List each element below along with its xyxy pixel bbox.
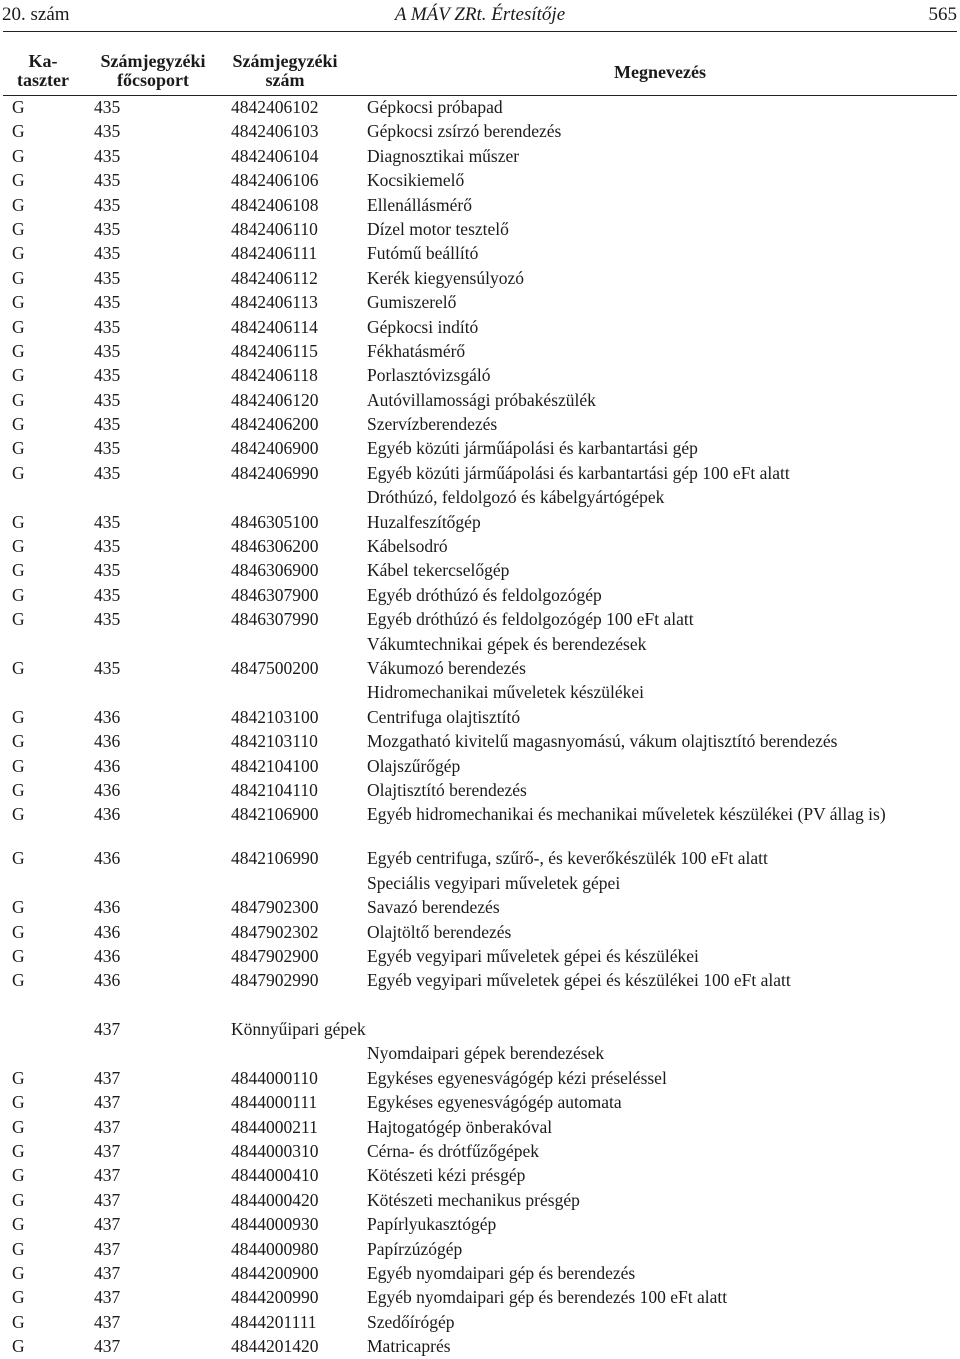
kataszter-cell: G (12, 1067, 25, 1088)
section-heading-row (0, 871, 960, 895)
column-header-kataszter-line1: Ka- (28, 51, 58, 71)
szam-cell: 4844000110 (231, 1067, 318, 1088)
focsoport-cell: 437 (94, 1165, 121, 1186)
szam-cell: 4842406108 (231, 194, 319, 215)
megnevezes-cell: Olajtisztító berendezés (367, 779, 527, 800)
table-row (0, 510, 960, 534)
szam-cell: 4842106990 (231, 848, 319, 869)
kataszter-cell: G (12, 755, 25, 776)
table-row (0, 388, 960, 412)
megnevezes-cell: Kötészeti mechanikus présgép (367, 1189, 580, 1210)
megnevezes-cell: Savazó berendezés (367, 897, 500, 918)
focsoport-cell: 435 (94, 609, 121, 630)
table-row (0, 461, 960, 485)
focsoport-cell: 437 (94, 1141, 121, 1162)
table-row (0, 412, 960, 436)
table-row (0, 802, 960, 846)
table-row (0, 754, 960, 778)
section-heading: Nyomdaipari gépek berendezések (367, 1043, 605, 1064)
column-header-kataszter-line2: taszter (17, 70, 69, 90)
megnevezes-cell: Egyéb közúti járműápolási és karbantartási gép (367, 438, 698, 459)
kataszter-cell: G (12, 1311, 25, 1332)
kataszter-cell: G (12, 511, 25, 532)
kataszter-cell: G (12, 243, 25, 264)
kataszter-cell: G (12, 462, 25, 483)
kataszter-cell: G (12, 218, 25, 239)
szam-cell: 4844000420 (231, 1189, 319, 1210)
kataszter-cell: G (12, 848, 25, 869)
focsoport-cell: 435 (94, 170, 121, 191)
section-heading: Dróthúzó, feldolgozó és kábelgyártógépek (367, 487, 665, 508)
szam-cell: 4844000980 (231, 1238, 319, 1259)
table-row (0, 1261, 960, 1285)
table-row (0, 241, 960, 265)
szam-cell: 4844201111 (231, 1311, 317, 1332)
szam-cell: 4842406102 (231, 97, 319, 117)
kataszter-cell: G (12, 1336, 25, 1357)
szam-cell: 4842406200 (231, 414, 319, 435)
szam-cell: 4842103100 (231, 706, 319, 727)
megnevezes-cell: Egyéb dróthúzó és feldolgozógép 100 eFt alatt (367, 609, 694, 630)
megnevezes-cell: Olajtöltő berendezés (367, 921, 512, 942)
kataszter-cell: G (12, 438, 25, 459)
kataszter-cell: G (12, 657, 25, 678)
szam-cell: 4842103110 (231, 731, 318, 752)
megnevezes-cell: Vákumozó berendezés (367, 657, 526, 678)
section-heading: Hidromechanikai műveletek készülékei (367, 682, 644, 703)
asset-table (0, 95, 960, 1359)
megnevezes-cell: Kábel tekercselőgép (367, 560, 510, 581)
table-row (0, 315, 960, 339)
kataszter-cell: G (12, 536, 25, 557)
table-row (0, 1334, 960, 1358)
megnevezes-cell: Mozgatható kivitelű magasnyomású, vákum olajtisztító berendezés (367, 731, 838, 752)
megnevezes-cell: Ellenállásmérő (367, 194, 472, 215)
szam-cell: 4842406113 (231, 292, 318, 313)
szam-cell: 4842104100 (231, 755, 319, 776)
megnevezes-cell: Gépkocsi zsírzó berendezés (367, 121, 562, 142)
issue-number: 20. szám (2, 4, 70, 25)
megnevezes-cell: Egyéb hidromechanikai és mechanikai műveletek készülékei (PV állag is) (367, 804, 886, 825)
section-heading-row (0, 485, 960, 509)
megnevezes-cell: Egyéb centrifuga, szűrő-, és keverőkészülék 100 eFt alatt (367, 848, 768, 869)
focsoport-cell: 437 (94, 1214, 121, 1235)
focsoport-cell: 435 (94, 121, 121, 142)
megnevezes-cell: Kötészeti kézi présgép (367, 1165, 526, 1186)
szam-cell: 4846307990 (231, 609, 319, 630)
szam-cell: 4842406115 (231, 340, 318, 361)
megnevezes-cell: Szedőírógép (367, 1311, 455, 1332)
focsoport-cell: 435 (94, 511, 121, 532)
kataszter-cell: G (12, 1116, 25, 1137)
table-row (0, 1139, 960, 1163)
focsoport-cell: 437 (94, 1116, 121, 1137)
megnevezes-cell: Futómű beállító (367, 243, 479, 264)
table-row (0, 583, 960, 607)
megnevezes-cell: Autóvillamossági próbakészülék (367, 389, 596, 410)
focsoport-cell: 437 (94, 1311, 121, 1332)
szam-cell: 4842406103 (231, 121, 319, 142)
szam-cell: 4847902300 (231, 897, 319, 918)
megnevezes-cell: Diagnosztikai műszer (367, 145, 520, 166)
table-row (0, 656, 960, 680)
column-header-focsoport (91, 52, 215, 90)
kataszter-cell: G (12, 340, 25, 361)
focsoport-cell: 437 (94, 1287, 121, 1308)
megnevezes-cell: Egyéb közúti járműápolási és karbantartási gép 100 eFt alatt (367, 462, 790, 483)
szam-cell: 4846306900 (231, 560, 319, 581)
page-number: 565 (928, 4, 957, 25)
megnevezes-cell: Egyéb nyomdaipari gép és berendezés 100 eFt alatt (367, 1287, 728, 1308)
kataszter-cell: G (12, 170, 25, 191)
table-row (0, 1163, 960, 1187)
section-heading: Speciális vegyipari műveletek gépei (367, 872, 621, 893)
szam-cell: 4844200990 (231, 1287, 319, 1308)
kataszter-cell: G (12, 1214, 25, 1235)
megnevezes-cell: Egyéb vegyipari műveletek gépei és készülékei (367, 945, 699, 966)
focsoport-cell: 436 (94, 921, 121, 942)
table-row (0, 558, 960, 582)
megnevezes-cell: Gépkocsi indító (367, 316, 479, 337)
szam-cell: 4847902990 (231, 970, 319, 991)
column-header-szam-line1: Számjegyzéki (232, 51, 338, 71)
table-row (0, 1285, 960, 1309)
megnevezes-cell: Huzalfeszítőgép (367, 511, 481, 532)
szam-cell: 4842406112 (231, 267, 318, 288)
szam-cell: Könnyűipari gépek (231, 1019, 366, 1040)
table-row (0, 1090, 960, 1114)
table-row (0, 193, 960, 217)
focsoport-cell: 435 (94, 340, 121, 361)
megnevezes-cell: Egyéb vegyipari műveletek gépei és készülékei 100 eFt alatt (367, 970, 791, 991)
focsoport-cell: 437 (94, 1336, 121, 1357)
table-spacer (0, 993, 960, 1017)
table-row (0, 1212, 960, 1236)
szam-cell: 4847902900 (231, 945, 319, 966)
kataszter-cell: G (12, 945, 25, 966)
focsoport-cell: 436 (94, 779, 121, 800)
focsoport-cell: 435 (94, 536, 121, 557)
table-header (3, 52, 957, 94)
focsoport-cell: 435 (94, 267, 121, 288)
szam-cell: 4847902302 (231, 921, 319, 942)
section-heading: Vákumtechnikai gépek és berendezések (367, 633, 647, 654)
table-row (0, 95, 960, 119)
kataszter-cell: G (12, 731, 25, 752)
focsoport-cell: 435 (94, 145, 121, 166)
szam-cell: 4846307900 (231, 584, 319, 605)
focsoport-cell: 435 (94, 194, 121, 215)
megnevezes-cell: Gépkocsi próbapad (367, 97, 503, 117)
focsoport-cell: 436 (94, 755, 121, 776)
szam-cell: 4844000211 (231, 1116, 318, 1137)
kataszter-cell: G (12, 706, 25, 727)
megnevezes-cell: Centrifuga olajtisztító (367, 706, 521, 727)
szam-cell: 4842106900 (231, 804, 319, 825)
megnevezes-cell: Matricaprés (367, 1336, 451, 1357)
column-header-kataszter (3, 52, 83, 90)
megnevezes-cell: Papírlyukasztógép (367, 1214, 497, 1235)
focsoport-cell: 435 (94, 584, 121, 605)
szam-cell: 4846305100 (231, 511, 319, 532)
kataszter-cell: G (12, 97, 25, 117)
megnevezes-cell: Kábelsodró (367, 536, 448, 557)
megnevezes-cell: Cérna- és drótfűzőgépek (367, 1141, 540, 1162)
focsoport-cell: 437 (94, 1262, 121, 1283)
focsoport-cell: 437 (94, 1092, 121, 1113)
focsoport-cell: 436 (94, 848, 121, 869)
kataszter-cell: G (12, 194, 25, 215)
section-heading-row (0, 1041, 960, 1065)
kataszter-cell: G (12, 609, 25, 630)
running-header (0, 0, 960, 30)
table-row (0, 1066, 960, 1090)
kataszter-cell: G (12, 1141, 25, 1162)
megnevezes-cell: Porlasztóvizsgáló (367, 365, 491, 386)
focsoport-cell: 436 (94, 897, 121, 918)
focsoport-cell: 435 (94, 97, 121, 117)
szam-cell: 4847500200 (231, 657, 319, 678)
focsoport-cell: 435 (94, 414, 121, 435)
table-row (0, 119, 960, 143)
focsoport-cell: 436 (94, 706, 121, 727)
kataszter-cell: G (12, 1189, 25, 1210)
table-row (0, 144, 960, 168)
szam-cell: 4844000310 (231, 1141, 319, 1162)
focsoport-cell: 435 (94, 365, 121, 386)
table-row (0, 534, 960, 558)
megnevezes-cell: Egykéses egyenesvágógép kézi préseléssel (367, 1067, 667, 1088)
focsoport-cell: 437 (94, 1067, 121, 1088)
megnevezes-cell: Egyéb dróthúzó és feldolgozógép (367, 584, 602, 605)
column-header-szam-line2: szám (265, 70, 305, 90)
szam-cell: 4842406114 (231, 316, 318, 337)
szam-cell: 4842104110 (231, 779, 318, 800)
kataszter-cell: G (12, 316, 25, 337)
megnevezes-cell: Kerék kiegyensúlyozó (367, 267, 524, 288)
column-header-focsoport-line1: Számjegyzéki (100, 51, 206, 71)
kataszter-cell: G (12, 804, 25, 825)
table-row (0, 217, 960, 241)
focsoport-cell: 435 (94, 316, 121, 337)
focsoport-cell: 437 (94, 1019, 121, 1040)
szam-cell: 4844000410 (231, 1165, 319, 1186)
szam-cell: 4842406990 (231, 462, 319, 483)
table-row (0, 339, 960, 363)
kataszter-cell: G (12, 389, 25, 410)
szam-cell: 4844000111 (231, 1092, 318, 1113)
kataszter-cell: G (12, 1165, 25, 1186)
kataszter-cell: G (12, 921, 25, 942)
focsoport-cell: 435 (94, 438, 121, 459)
focsoport-cell: 435 (94, 560, 121, 581)
megnevezes-cell: Egykéses egyenesvágógép automata (367, 1092, 622, 1113)
megnevezes-cell: Szervízberendezés (367, 414, 498, 435)
focsoport-cell: 435 (94, 218, 121, 239)
focsoport-cell: 435 (94, 657, 121, 678)
table-row (0, 920, 960, 944)
kataszter-cell: G (12, 365, 25, 386)
table-row (0, 729, 960, 753)
megnevezes-cell: Dízel motor tesztelő (367, 218, 509, 239)
kataszter-cell: G (12, 970, 25, 991)
table-row (0, 436, 960, 460)
table-row (0, 895, 960, 919)
kataszter-cell: G (12, 1092, 25, 1113)
kataszter-cell: G (12, 121, 25, 142)
table-row (0, 944, 960, 968)
kataszter-cell: G (12, 1262, 25, 1283)
kataszter-cell: G (12, 145, 25, 166)
table-row (0, 968, 960, 992)
kataszter-cell: G (12, 897, 25, 918)
table-row (0, 846, 960, 870)
section-heading-row (0, 632, 960, 656)
table-row (0, 168, 960, 192)
focsoport-cell: 437 (94, 1189, 121, 1210)
kataszter-cell: G (12, 1287, 25, 1308)
megnevezes-cell: Egyéb nyomdaipari gép és berendezés (367, 1262, 636, 1283)
column-header-szam (225, 52, 345, 90)
focsoport-cell: 435 (94, 389, 121, 410)
focsoport-cell: 436 (94, 804, 121, 825)
kataszter-cell: G (12, 414, 25, 435)
szam-cell: 4844000930 (231, 1214, 319, 1235)
focsoport-cell: 435 (94, 292, 121, 313)
megnevezes-cell: Gumiszerelő (367, 292, 457, 313)
publication-title: A MÁV ZRt. Értesítője (394, 4, 566, 25)
szam-cell: 4842406118 (231, 365, 318, 386)
megnevezes-cell: Olajszűrőgép (367, 755, 461, 776)
table-row (0, 1188, 960, 1212)
szam-cell: 4844200900 (231, 1262, 319, 1283)
table-row (0, 607, 960, 631)
table-row (0, 1017, 960, 1041)
section-heading-row (0, 680, 960, 704)
table-row (0, 705, 960, 729)
table-row (0, 1237, 960, 1261)
megnevezes-cell: Kocsikiemelő (367, 170, 465, 191)
focsoport-cell: 435 (94, 243, 121, 264)
kataszter-cell: G (12, 292, 25, 313)
kataszter-cell: G (12, 1238, 25, 1259)
szam-cell: 4842406110 (231, 218, 318, 239)
szam-cell: 4842406120 (231, 389, 319, 410)
column-header-focsoport-line2: főcsoport (117, 70, 189, 90)
kataszter-cell: G (12, 584, 25, 605)
kataszter-cell: G (12, 779, 25, 800)
table-row (0, 266, 960, 290)
szam-cell: 4842406111 (231, 243, 318, 264)
focsoport-cell: 436 (94, 970, 121, 991)
focsoport-cell: 436 (94, 945, 121, 966)
column-header-megnevezes: Megnevezés (614, 62, 706, 82)
szam-cell: 4842406900 (231, 438, 319, 459)
kataszter-cell: G (12, 267, 25, 288)
szam-cell: 4842406106 (231, 170, 319, 191)
focsoport-cell: 436 (94, 731, 121, 752)
megnevezes-cell: Hajtogatógép önberakóval (367, 1116, 553, 1137)
szam-cell: 4846306200 (231, 536, 319, 557)
table-row (0, 778, 960, 802)
focsoport-cell: 437 (94, 1238, 121, 1259)
szam-cell: 4842406104 (231, 145, 319, 166)
kataszter-cell: G (12, 560, 25, 581)
table-row (0, 1310, 960, 1334)
table-row (0, 1115, 960, 1139)
header-divider (3, 31, 957, 32)
megnevezes-cell: Papírzúzógép (367, 1238, 463, 1259)
megnevezes-cell: Fékhatásmérő (367, 340, 466, 361)
szam-cell: 4844201420 (231, 1336, 319, 1357)
focsoport-cell: 435 (94, 462, 121, 483)
table-row (0, 290, 960, 314)
table-row (0, 363, 960, 387)
